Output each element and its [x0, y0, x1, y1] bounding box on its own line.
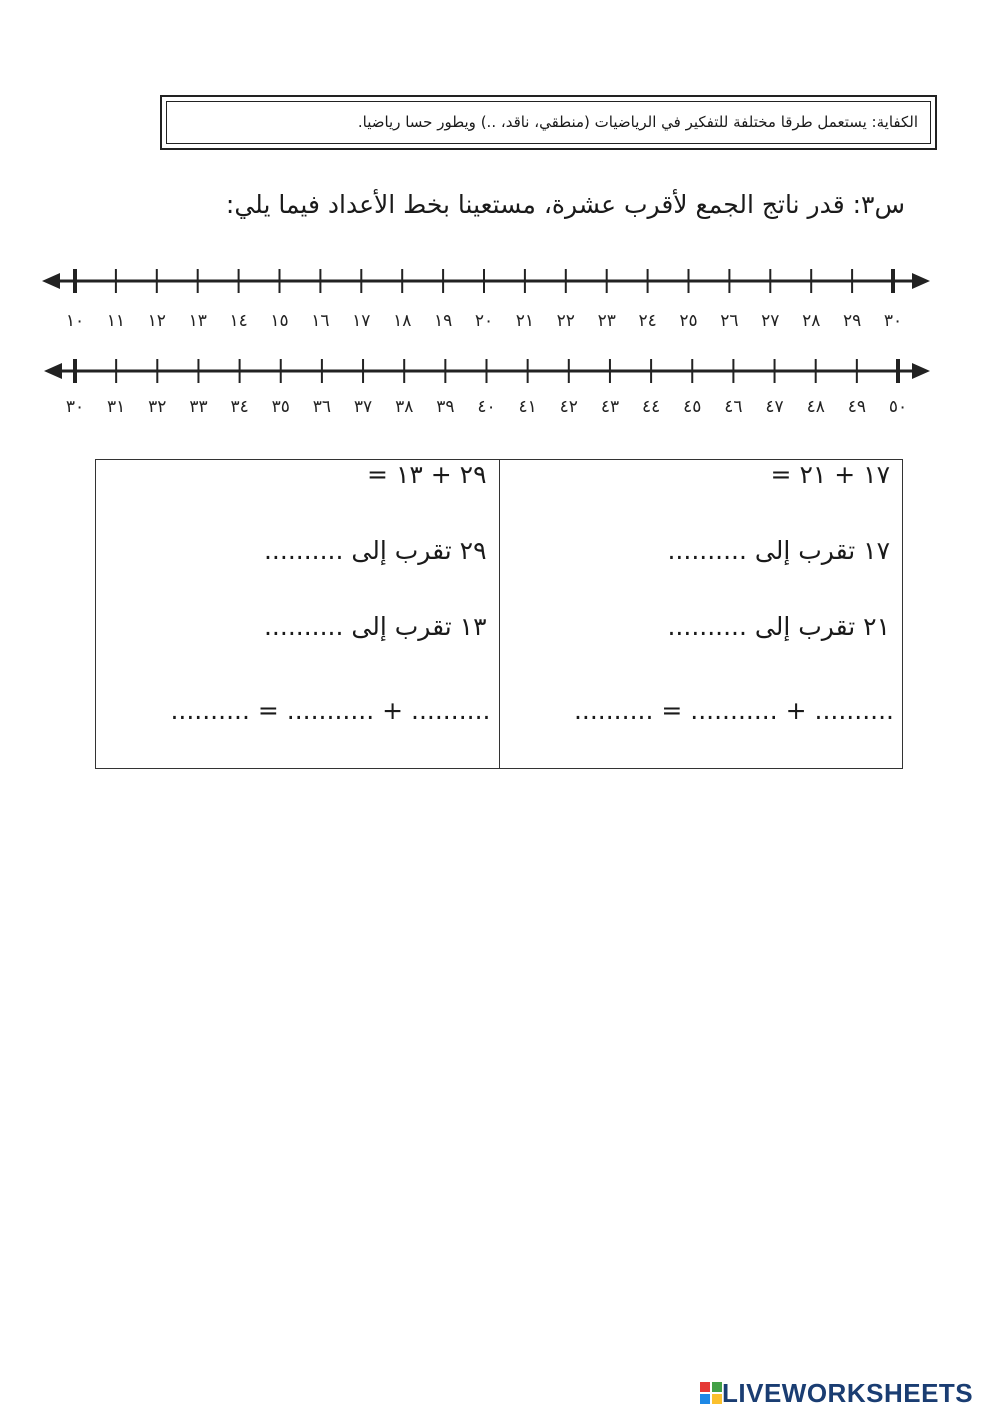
- nl2-label: ٣٠: [65, 397, 85, 417]
- nl1-label: ١٢: [147, 311, 166, 331]
- number-lines: [0, 0, 1000, 440]
- nl1-label: ٢٩: [842, 311, 862, 331]
- number-line-1: [42, 269, 930, 331]
- right-sum[interactable]: .......... + ........... = ..........: [573, 696, 894, 725]
- nl2-label: ٤٦: [724, 397, 743, 417]
- logo-icon: [700, 1382, 722, 1404]
- competency-text: الكفاية: يستعمل طرقا مختلفة للتفكير في الرياضيات (منطقي، ناقد، ..) ويطور حسا رياضيا.: [166, 101, 931, 144]
- nl1-label: ١٥: [270, 311, 289, 331]
- right-round-a[interactable]: ١٧ تقرب إلى ..........: [667, 536, 890, 565]
- nl1-label: ١٨: [393, 311, 412, 331]
- nl2-label: ٣١: [107, 397, 126, 417]
- exercise-cell-right: [500, 460, 903, 768]
- nl1-label: ٢١: [515, 311, 535, 331]
- nl1-label: ١٤: [229, 311, 248, 331]
- exercise-table: [95, 459, 903, 769]
- nl2-label: ٤٤: [641, 397, 661, 417]
- nl2-label: ٤٢: [559, 397, 578, 417]
- nl2-label: ٣٤: [230, 397, 249, 417]
- nl2-label: ٤٩: [847, 397, 866, 417]
- number-line-2: [44, 359, 930, 417]
- nl1-label: ١٣: [188, 311, 207, 331]
- logo-text: LIVEWORKSHEETS: [722, 1378, 974, 1408]
- nl1-label: ٣٠: [883, 311, 903, 331]
- nl1-label: ١٧: [352, 311, 371, 331]
- nl2-label: ٥٠: [888, 397, 908, 417]
- right-expression: ١٧ + ٢١ =: [770, 460, 890, 489]
- nl2-label: ٣٣: [189, 397, 208, 417]
- nl2-label: ٤٣: [600, 397, 620, 417]
- left-round-b[interactable]: ١٣ تقرب إلى ..........: [263, 612, 487, 641]
- nl1-label: ٢٦: [720, 311, 739, 331]
- nl1-label: ٢٢: [556, 311, 575, 331]
- nl2-label: ٤٧: [765, 397, 784, 417]
- liveworksheets-logo: [700, 1380, 995, 1408]
- nl2-label: ٤٨: [806, 397, 825, 417]
- left-round-a[interactable]: ٢٩ تقرب إلى ..........: [263, 536, 487, 565]
- exercise-cell-left: [96, 460, 500, 768]
- nl1-label: ٢٣: [597, 311, 616, 331]
- nl1-label: ١٩: [433, 311, 453, 331]
- nl2-label: ٤٠: [477, 397, 496, 417]
- nl2-label: ٣٦: [312, 397, 332, 417]
- nl2-label: ٣٩: [436, 397, 455, 417]
- nl1-arrow-left: [42, 273, 60, 289]
- nl1-label: ١١: [106, 311, 126, 331]
- nl1-label: ٢٧: [761, 311, 780, 331]
- nl2-label: ٤٥: [683, 397, 702, 417]
- nl1-label: ٢٤: [638, 311, 657, 331]
- nl2-arrow-right: [912, 363, 930, 379]
- question-title: س٣: قدر ناتج الجمع لأقرب عشرة، مستعينا بخط الأعداد فيما يلي:: [225, 190, 905, 219]
- nl2-label: ٣٥: [271, 397, 290, 417]
- left-expression: ٢٩ + ١٣ =: [367, 460, 487, 489]
- right-round-b[interactable]: ٢١ تقرب إلى ..........: [667, 612, 890, 641]
- nl1-label: ٢٠: [474, 311, 494, 331]
- nl1-label: ٢٨: [802, 311, 821, 331]
- nl2-label: ٣٧: [353, 397, 373, 417]
- nl2-label: ٤١: [518, 397, 537, 417]
- nl1-label: ١٦: [311, 311, 330, 331]
- nl2-label: ٣٨: [395, 397, 414, 417]
- nl1-arrow-right: [912, 273, 930, 289]
- nl1-label: ٢٥: [679, 311, 698, 331]
- nl1-label: ١٠: [65, 311, 85, 331]
- left-sum[interactable]: .......... + ........... = ..........: [170, 696, 491, 725]
- nl2-arrow-left: [44, 363, 62, 379]
- nl2-label: ٣٢: [148, 397, 167, 417]
